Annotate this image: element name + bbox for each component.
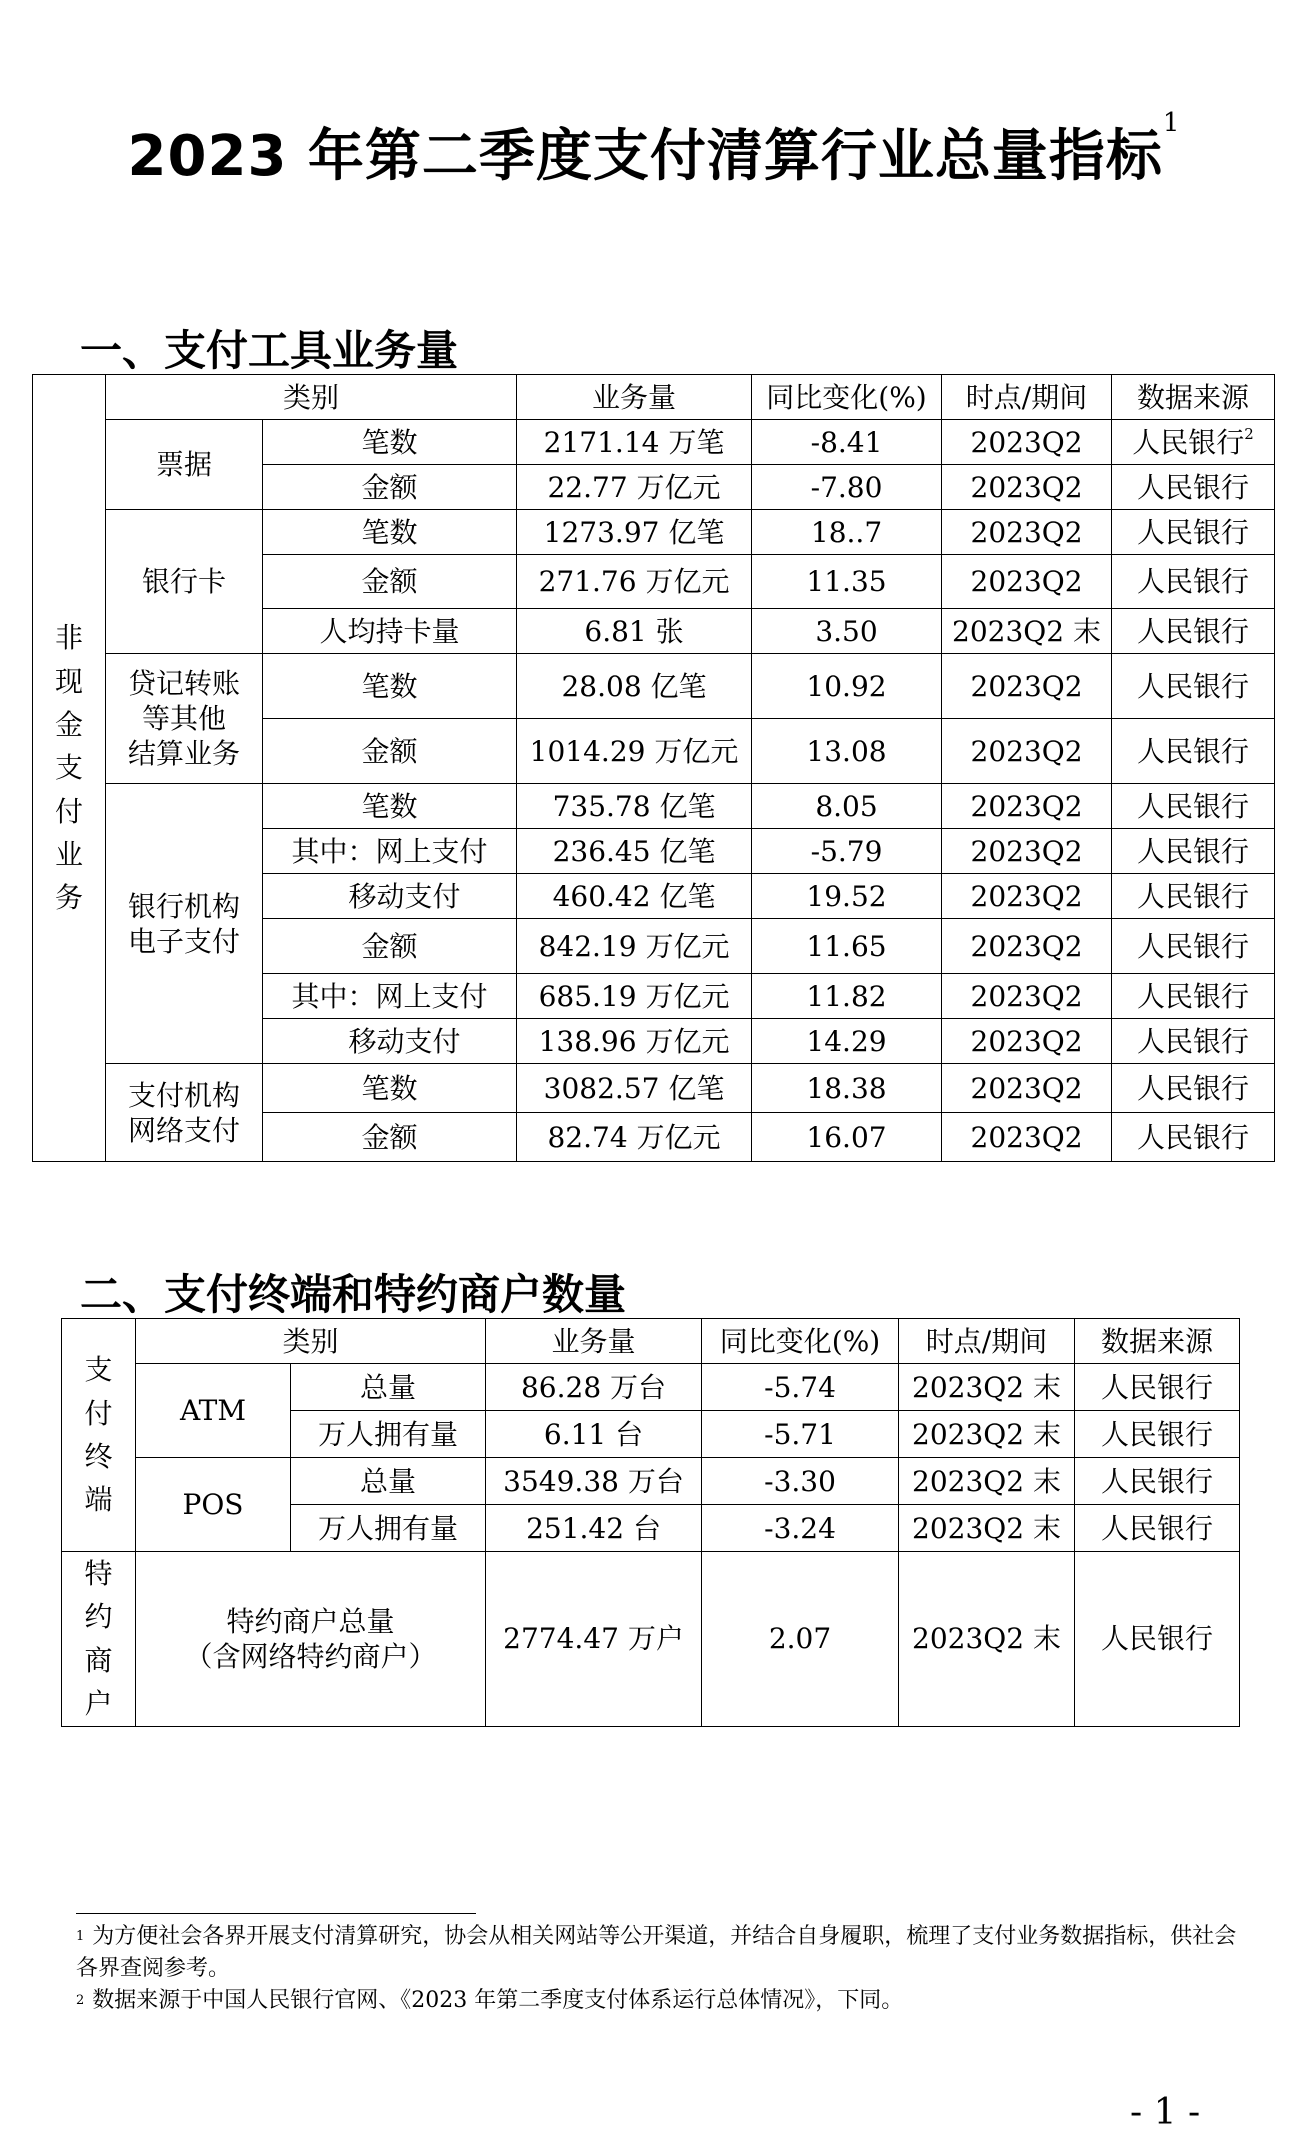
value-cell: 236.45 亿笔	[517, 829, 752, 874]
item-cell: 人均持卡量	[263, 609, 517, 654]
source-cell: 人民银行	[1112, 974, 1275, 1019]
yoy-cell: 18..7	[752, 510, 942, 555]
yoy-cell: -3.30	[702, 1458, 899, 1505]
item-cell: 笔数	[263, 784, 517, 829]
yoy-cell: -8.41	[752, 420, 942, 465]
source-cell: 人民银行$^2$	[1112, 420, 1275, 465]
header-volume: 业务量	[486, 1319, 702, 1364]
header-yoy: 同比变化(%)	[752, 375, 942, 420]
source-cell: 人民银行	[1112, 1113, 1275, 1162]
table-row	[62, 1552, 1240, 1727]
value-cell: 271.76 万亿元	[517, 555, 752, 609]
category-cell: 银行机构 电子支付	[106, 784, 263, 1064]
value-cell: 2171.14 万笔	[517, 420, 752, 465]
item-cell: 笔数	[263, 654, 517, 719]
source-cell: 人民银行	[1075, 1364, 1240, 1411]
value-cell: 138.96 万亿元	[517, 1019, 752, 1064]
group-label-merchants: 特 约 商 户	[62, 1552, 136, 1727]
item-cell: 金额	[263, 555, 517, 609]
source-cell: 人民银行	[1075, 1552, 1240, 1727]
value-cell: 460.42 亿笔	[517, 874, 752, 919]
category-cell: ATM	[136, 1364, 291, 1458]
footnote-divider	[76, 1913, 476, 1914]
header-yoy: 同比变化(%)	[702, 1319, 899, 1364]
table-row	[33, 654, 1275, 719]
period-cell: 2023Q2	[942, 510, 1112, 555]
source-cell: 人民银行	[1112, 609, 1275, 654]
item-cell: 移动支付	[263, 1019, 517, 1064]
yoy-cell: 19.52	[752, 874, 942, 919]
source-cell: 人民银行	[1075, 1458, 1240, 1505]
source-cell: 人民银行	[1112, 510, 1275, 555]
page-number: - 1 -	[1130, 2092, 1201, 2133]
item-cell: 金额	[263, 1113, 517, 1162]
source-cell: 人民银行	[1112, 654, 1275, 719]
period-cell: 2023Q2 末	[942, 609, 1112, 654]
group-label-terminals: 支 付 终 端	[62, 1319, 136, 1552]
table-row	[33, 510, 1275, 555]
item-cell: 总量	[291, 1458, 486, 1505]
period-cell: 2023Q2 末	[899, 1505, 1075, 1552]
section2-heading: 二、支付终端和特约商户数量	[80, 1270, 627, 1319]
value-cell: 842.19 万亿元	[517, 919, 752, 974]
period-cell: 2023Q2	[942, 465, 1112, 510]
table-row	[33, 784, 1275, 829]
item-cell: 金额	[263, 719, 517, 784]
source-cell: 人民银行	[1112, 784, 1275, 829]
value-cell: 1014.29 万亿元	[517, 719, 752, 784]
value-cell: 3549.38 万台	[486, 1458, 702, 1505]
period-cell: 2023Q2	[942, 555, 1112, 609]
yoy-cell: 11.35	[752, 555, 942, 609]
source-cell: 人民银行	[1112, 829, 1275, 874]
table-header-row	[33, 375, 1275, 420]
period-cell: 2023Q2	[942, 1064, 1112, 1113]
period-cell: 2023Q2 末	[899, 1552, 1075, 1727]
period-cell: 2023Q2 末	[899, 1364, 1075, 1411]
period-cell: 2023Q2	[942, 1113, 1112, 1162]
yoy-cell: 8.05	[752, 784, 942, 829]
title-footnote-mark: 1	[1162, 108, 1181, 138]
item-cell: 万人拥有量	[291, 1411, 486, 1458]
section1-heading: 一、支付工具业务量	[80, 326, 459, 375]
yoy-cell: 2.07	[702, 1552, 899, 1727]
header-period: 时点/期间	[899, 1319, 1075, 1364]
item-cell: 笔数	[263, 420, 517, 465]
header-volume: 业务量	[517, 375, 752, 420]
value-cell: 2774.47 万户	[486, 1552, 702, 1727]
period-cell: 2023Q2	[942, 1019, 1112, 1064]
item-cell: 金额	[263, 465, 517, 510]
category-cell: 贷记转账 等其他 结算业务	[106, 654, 263, 784]
yoy-cell: -5.79	[752, 829, 942, 874]
source-cell: 人民银行	[1112, 1019, 1275, 1064]
yoy-cell: -3.24	[702, 1505, 899, 1552]
yoy-cell: -5.71	[702, 1411, 899, 1458]
value-cell: 251.42 台	[486, 1505, 702, 1552]
value-cell: 22.77 万亿元	[517, 465, 752, 510]
period-cell: 2023Q2	[942, 784, 1112, 829]
item-cell: 金额	[263, 919, 517, 974]
source-cell: 人民银行	[1112, 465, 1275, 510]
item-cell: 其中：网上支付	[263, 974, 517, 1019]
header-category: 类别	[136, 1319, 486, 1364]
item-cell: 移动支付	[263, 874, 517, 919]
value-cell: 735.78 亿笔	[517, 784, 752, 829]
footnote-1: $^1$ 为方便社会各界开展支付清算研究，协会从相关网站等公开渠道，并结合自身履职，梳理了支付业务数据指标，供社会各界查阅参考。	[76, 1924, 1237, 1981]
merchant-item-cell: 特约商户总量 （含网络特约商户）	[136, 1552, 486, 1727]
header-source: 数据来源	[1112, 375, 1275, 420]
table-row	[33, 1064, 1275, 1113]
page-title: 2023 年第二季度支付清算行业总量指标$^1$	[127, 108, 1181, 189]
source-cell: 人民银行	[1112, 1064, 1275, 1113]
category-cell: 支付机构 网络支付	[106, 1064, 263, 1162]
period-cell: 2023Q2	[942, 919, 1112, 974]
yoy-cell: -5.74	[702, 1364, 899, 1411]
period-cell: 2023Q2 末	[899, 1458, 1075, 1505]
terminals-merchants-table	[61, 1318, 1240, 1727]
category-cell: 票据	[106, 420, 263, 510]
yoy-cell: 11.82	[752, 974, 942, 1019]
yoy-cell: 3.50	[752, 609, 942, 654]
yoy-cell: 16.07	[752, 1113, 942, 1162]
category-cell: POS	[136, 1458, 291, 1552]
footnote-2: $^2$ 数据来源于中国人民银行官网、《2023 年第二季度支付体系运行总体情况》，下同。	[76, 1988, 904, 2013]
item-cell: 笔数	[263, 510, 517, 555]
value-cell: 28.08 亿笔	[517, 654, 752, 719]
value-cell: 86.28 万台	[486, 1364, 702, 1411]
source-cell: 人民银行	[1112, 874, 1275, 919]
source-cell: 人民银行	[1075, 1505, 1240, 1552]
item-cell: 万人拥有量	[291, 1505, 486, 1552]
group-label-noncash: 非 现 金 支 付 业 务	[33, 375, 106, 1162]
yoy-cell: 11.65	[752, 919, 942, 974]
header-category: 类别	[106, 375, 517, 420]
period-cell: 2023Q2	[942, 974, 1112, 1019]
period-cell: 2023Q2	[942, 719, 1112, 784]
item-cell: 总量	[291, 1364, 486, 1411]
table-row	[33, 420, 1275, 465]
yoy-cell: 10.92	[752, 654, 942, 719]
value-cell: 82.74 万亿元	[517, 1113, 752, 1162]
value-cell: 1273.97 亿笔	[517, 510, 752, 555]
period-cell: 2023Q2	[942, 420, 1112, 465]
source-cell: 人民银行	[1075, 1411, 1240, 1458]
value-cell: 3082.57 亿笔	[517, 1064, 752, 1113]
value-cell: 6.81 张	[517, 609, 752, 654]
source-footnote-mark: 2	[1244, 424, 1254, 443]
yoy-cell: -7.80	[752, 465, 942, 510]
source-cell: 人民银行	[1112, 719, 1275, 784]
yoy-cell: 18.38	[752, 1064, 942, 1113]
item-cell: 笔数	[263, 1064, 517, 1113]
yoy-cell: 13.08	[752, 719, 942, 784]
table-row	[62, 1364, 1240, 1411]
source-cell: 人民银行	[1112, 919, 1275, 974]
value-cell: 6.11 台	[486, 1411, 702, 1458]
value-cell: 685.19 万亿元	[517, 974, 752, 1019]
category-cell: 银行卡	[106, 510, 263, 654]
period-cell: 2023Q2	[942, 829, 1112, 874]
table-row	[62, 1458, 1240, 1505]
source-cell: 人民银行	[1112, 555, 1275, 609]
payment-tools-table	[32, 374, 1275, 1162]
table-header-row	[62, 1319, 1240, 1364]
yoy-cell: 14.29	[752, 1019, 942, 1064]
header-period: 时点/期间	[942, 375, 1112, 420]
period-cell: 2023Q2	[942, 654, 1112, 719]
period-cell: 2023Q2 末	[899, 1411, 1075, 1458]
item-cell: 其中：网上支付	[263, 829, 517, 874]
header-source: 数据来源	[1075, 1319, 1240, 1364]
period-cell: 2023Q2	[942, 874, 1112, 919]
